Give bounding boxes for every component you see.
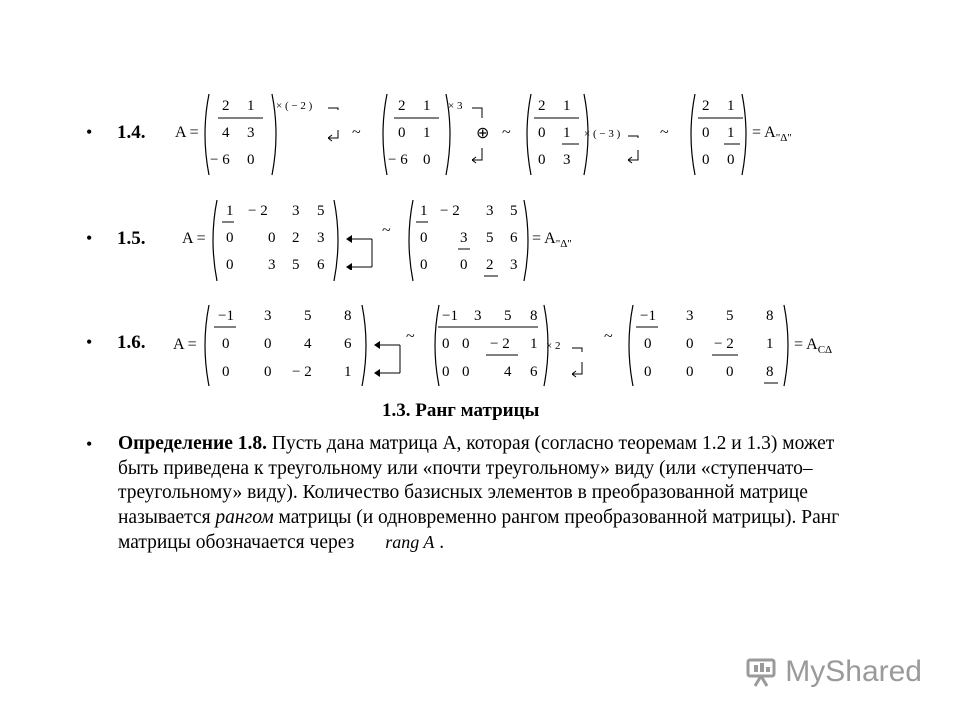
bullet-1: • (86, 122, 93, 142)
matrix-cell: 0 (442, 364, 450, 380)
matrix-cell: 0 (268, 230, 276, 246)
matrix-cell: 8 (766, 364, 774, 380)
row-swap-arrow (370, 336, 406, 378)
matrix-cell: 1 (563, 98, 571, 114)
matrix-cell: − 2 (714, 336, 734, 352)
matrix-cell: 1 (247, 98, 255, 114)
tilde-sign: ~ (660, 124, 669, 141)
matrix-cell: 0 (460, 257, 468, 273)
bullet-4: • (86, 434, 93, 454)
matrix-cell: − 2 (440, 203, 460, 219)
matrix-cell: 6 (344, 336, 352, 352)
matrix-cell: 6 (530, 364, 538, 380)
matrix-cell: 0 (727, 152, 735, 168)
matrix-cell: 5 (504, 308, 512, 324)
matrix-cell: − 6 (210, 152, 230, 168)
matrix-cell: 3 (510, 257, 518, 273)
matrix-cell: 3 (486, 203, 494, 219)
matrix-cell: 3 (264, 308, 272, 324)
pivot-underline (214, 326, 244, 330)
matrix-cell: 3 (317, 230, 325, 246)
matrix-cell: 8 (344, 308, 352, 324)
result-equals (752, 124, 792, 144)
matrix-cell: 2 (538, 98, 546, 114)
matrix-cell: 0 (247, 152, 255, 168)
matrix-cell: 2 (398, 98, 406, 114)
matrix-cell: 0 (538, 152, 546, 168)
matrix-cell: 3 (268, 257, 276, 273)
a-equals: A = (175, 124, 199, 141)
matrix-cell: 3 (563, 152, 571, 168)
matrix-cell: 0 (462, 336, 470, 352)
pivot-underline (218, 117, 268, 121)
result-subscript: "Δ" (555, 238, 572, 251)
matrix-cell: 0 (398, 125, 406, 141)
matrix-cell: 2 (486, 257, 494, 273)
matrix-cell: 0 (462, 364, 470, 380)
matrix-cell: 1 (423, 98, 431, 114)
result-subscript: CΔ (817, 344, 833, 357)
tilde-sign: ~ (406, 328, 415, 345)
pivot-underline (534, 117, 584, 147)
projector-screen-icon (745, 655, 779, 689)
matrix-cell: 3 (460, 230, 468, 246)
matrix-cell: 5 (726, 308, 734, 324)
matrix-cell: 5 (317, 203, 325, 219)
pivot-underline (438, 326, 548, 358)
tilde-sign: ~ (382, 222, 391, 239)
matrix-cell: 0 (264, 336, 272, 352)
example-label-1-5: 1.5. (117, 228, 146, 249)
row-op-label: × ( − 2 ) (276, 100, 313, 112)
pivot-underline (394, 117, 444, 121)
row-op-label: × 3 (448, 100, 463, 112)
result-text: = A (794, 336, 818, 353)
matrix-cell: 8 (766, 308, 774, 324)
matrix-cell: 2 (222, 98, 230, 114)
definition-text-1: Пусть дана матрица А, которая (согласно теоремам 1.2 и 1.3) может быть приведена к треугольному или «почти треугольному» виду (или «ступенчато–треугольному» виду). Количество базисных элементов в преобразованной матрице называется (118, 433, 835, 528)
oplus-sign: ⊕ (476, 125, 490, 142)
tilde-sign: ~ (502, 124, 511, 141)
result-equals (794, 336, 832, 356)
matrix-cell: 0 (702, 125, 710, 141)
definition-lead: Определение 1.8. (118, 433, 268, 454)
matrix-cell: 0 (420, 257, 428, 273)
matrix-cell: 0 (226, 257, 234, 273)
matrix-cell: 0 (644, 364, 652, 380)
matrix-cell: −1 (218, 308, 234, 324)
matrix-cell: 0 (702, 152, 710, 168)
matrix-cell: 6 (510, 230, 518, 246)
matrix-cell: 0 (726, 364, 734, 380)
matrix-cell: 3 (292, 203, 300, 219)
a-equals: A = (173, 336, 197, 353)
result-subscript: "Δ" (775, 132, 792, 145)
bullet-2: • (86, 228, 93, 248)
matrix-cell: 0 (442, 336, 450, 352)
matrix-cell: 5 (510, 203, 518, 219)
example-label-1-6: 1.6. (117, 332, 146, 353)
matrix-cell: 5 (292, 257, 300, 273)
matrix-cell: 1 (226, 203, 234, 219)
tilde-sign: ~ (604, 328, 613, 345)
matrix-cell: 4 (504, 364, 512, 380)
matrix-cell: − 2 (490, 336, 510, 352)
tilde-sign: ~ (352, 124, 361, 141)
matrix-cell: 6 (317, 257, 325, 273)
matrix-cell: 1 (344, 364, 352, 380)
matrix-cell: 0 (644, 336, 652, 352)
matrix-cell: 0 (222, 336, 230, 352)
matrix-cell: 3 (686, 308, 694, 324)
pivot-underline (636, 326, 786, 386)
matrix-cell: 3 (474, 308, 482, 324)
matrix-cell: −1 (640, 308, 656, 324)
matrix-cell: 1 (563, 125, 571, 141)
row-op-arrow (572, 344, 608, 382)
matrix-cell: 0 (538, 125, 546, 141)
pivot-underline (222, 221, 238, 225)
a-equals: A = (182, 230, 206, 247)
watermark-text: MyShared (785, 655, 922, 688)
matrix-cell: − 6 (388, 152, 408, 168)
row-op-label: × ( − 3 ) (584, 128, 621, 140)
result-equals (532, 230, 572, 250)
matrix-cell: 1 (423, 125, 431, 141)
pivot-underline (416, 221, 516, 277)
matrix-cell: 0 (420, 230, 428, 246)
matrix-cell: −1 (442, 308, 458, 324)
row-op-arrow (328, 104, 368, 144)
matrix-cell: 0 (222, 364, 230, 380)
matrix-cell: 4 (222, 125, 230, 141)
matrix-cell: 0 (264, 364, 272, 380)
watermark-logo (745, 655, 922, 689)
definition-paragraph (118, 432, 878, 556)
matrix-cell: 1 (530, 336, 538, 352)
definition-term: рангом (215, 506, 274, 528)
matrix-cell: 2 (292, 230, 300, 246)
row-op-label: × 2 (546, 340, 561, 352)
matrix-cell: 3 (247, 125, 255, 141)
matrix-cell: 1 (727, 125, 735, 141)
matrix-cell: − 2 (292, 364, 312, 380)
matrix-cell: 0 (686, 336, 694, 352)
matrix-cell: − 2 (248, 203, 268, 219)
matrix-cell: 4 (304, 336, 312, 352)
bullet-3: • (86, 332, 93, 352)
definition-end: . (434, 532, 445, 554)
matrix-cell: 5 (304, 308, 312, 324)
example-label-1-4: 1.4. (117, 122, 146, 143)
matrix-cell: 1 (727, 98, 735, 114)
matrix-cell: 0 (226, 230, 234, 246)
definition-text-2: матрицы (и одновременно рангом преобразованной матрицы). Ранг матрицы обозначается через (118, 506, 840, 554)
matrix-cell: 8 (530, 308, 538, 324)
matrix-cell: 0 (686, 364, 694, 380)
rank-notation: rang A (385, 532, 435, 553)
matrix-cell: 5 (486, 230, 494, 246)
section-title: 1.3. Ранг матрицы (382, 400, 540, 421)
result-text: = A (752, 124, 776, 141)
matrix-cell: 0 (423, 152, 431, 168)
row-swap-arrow (342, 230, 378, 270)
matrix-cell: 1 (766, 336, 774, 352)
result-text: = A (532, 230, 556, 247)
matrix-cell: 1 (420, 203, 428, 219)
pivot-underline (698, 117, 748, 147)
matrix-cell: 2 (702, 98, 710, 114)
